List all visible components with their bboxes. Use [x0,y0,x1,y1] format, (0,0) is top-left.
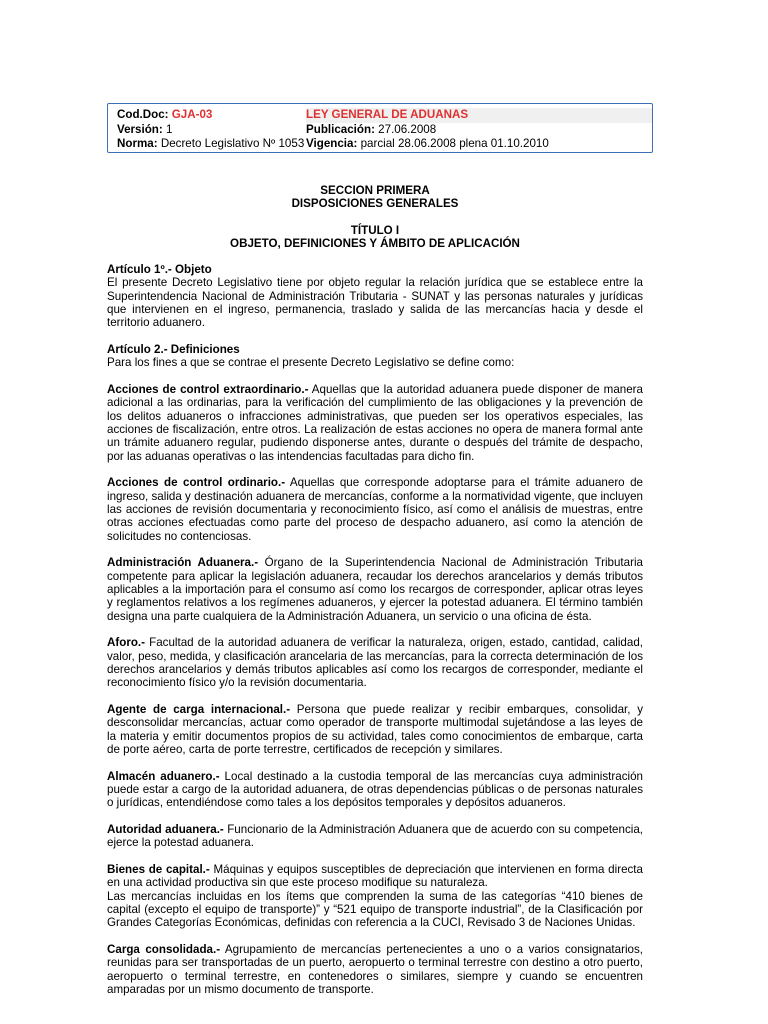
definition-term: Bienes de capital.- [107,863,210,877]
definition-item [107,383,643,463]
definition-text: Funcionario de la Administración Aduanera que de acuerdo con su competencia, ejerce la potestad aduanera. [107,823,643,850]
version-value: 1 [165,122,173,136]
definition-term: Acciones de control ordinario.- [107,476,286,490]
definition-item [107,863,643,929]
definition-term: Administración Aduanera.- [107,556,259,570]
definition-item [107,770,643,810]
law-title: LEY GENERAL DE ADUANAS [306,108,469,121]
section-heading [107,184,643,211]
section-line-2: DISPOSICIONES GENERALES [291,197,459,211]
definition-text: Órgano de la Superintendencia Nacional de Administración Tributaria competente para aplicar la legislación aduanera, recaudar los derechos arancelarios y demás tributos aplicables a la importación para el consumo así como los recargos de corresponder, aplicar otras leyes y reglamentos relativos a los regímenes aduaneros, y ejercer la potestad aduanera. El término también designa una parte cualquiera de la Administración Aduanera, un servicio o una oficina de ésta. [107,556,643,623]
article-2 [107,343,643,370]
definition-term: Agente de carga internacional.- [107,703,291,717]
document-body [107,263,643,1010]
definition-term: Acciones de control extraordinario.- [107,383,309,397]
definition-extra: Las mercancías incluidas en los ítems que comprenden la suma de las categorías “410 bienes de capital (excepto el equipo de transporte)” y “521 equipo de transporte industrial”, de la Clasificación por Grandes Categorías Económicas, definidas con referencia a la CUCI, Revisado 3 de Naciones Unidas. [107,889,643,930]
definition-text: Aquellas que la autoridad aduanera puede disponer de manera adicional a las ordinarias, para la verificación del cumplimiento de las obligaciones y la prevención de los delitos aduaneros o infracciones administrativas, que pueden ser los operativos especiales, las acciones de fiscalización, entre otros. La realización de estas acciones no opera de manera formal ante un trámite aduanero regular, pudiendo disponerse antes, durante o después del trámite de despacho, por las aduanas operativas o las intendencias facultadas para dicho fin. [107,383,643,463]
version-label: Versión: [117,122,163,136]
definition-item [107,823,643,850]
article-1-heading: Artículo 1º.- Objeto [107,263,212,276]
vigencia-value: parcial 28.06.2008 plena 01.10.2010 [360,137,549,150]
publicacion-label: Publicación: [306,122,375,136]
definition-text: Máquinas y equipos susceptibles de depreciación que intervienen en forma directa en una actividad productiva sin que este proceso modifique su naturaleza. [107,863,643,890]
article-2-text: Para los fines a que se contrae el presente Decreto Legislativo se define como: [107,356,515,370]
article-2-heading: Artículo 2.- Definiciones [107,342,240,356]
definitions-list [107,383,643,996]
definition-text: Local destinado a la custodia temporal de las mercancías cuya administración puede estar a cargo de la autoridad aduanera, de otras dependencias públicas o de personas naturales o jurídicas, entendiéndose como tales a los depósitos temporales y depósitos aduaneros. [107,769,643,810]
article-1-text: El presente Decreto Legislativo tiene por objeto regular la relación jurídica que se establece entre la Superintendencia Nacional de Administración Tributaria - SUNAT y las personas naturales y jurídicas que intervienen en el ingreso, permanencia, traslado y salida de las mercancías hacia y desde el territorio aduanero. [107,276,643,330]
header-row-2 [117,123,652,138]
definition-item [107,703,643,756]
definition-text: Persona que puede realizar y recibir embarques, consolidar, y desconsolidar mercancías, actuar como operador de transporte multimodal sujetándose a las leyes de la materia y emitir documentos propios de su actividad, tales como conocimientos de embarque, carta de porte aéreo, carta de porte terrestre, certificados de recepción y similares. [107,703,643,756]
norma-label: Norma: [117,137,158,150]
titulo-line-1: TÍTULO I [350,224,400,237]
norma-value: Decreto Legislativo Nº 1053 [160,137,305,150]
document-header-box [107,103,653,153]
definition-text: Facultad de la autoridad aduanera de verificar la naturaleza, origen, estado, cantidad, calidad, valor, peso, medida, y clasificación arancelaria de las mercancías, para la correcta determinación de los derechos arancelarios y demás tributos aplicables así como los recargos de corresponder, mediante el reconocimiento físico y/o la revisión documentaria. [107,636,643,690]
definition-item [107,556,643,622]
definition-term: Autoridad aduanera.- [107,823,224,837]
cod-doc-label: Cod.Doc: [117,108,169,121]
definition-item [107,476,643,542]
section-line-1: SECCION PRIMERA [320,184,430,197]
article-1 [107,263,643,329]
titulo-heading [107,224,643,251]
definition-item [107,636,643,689]
header-row-3 [117,137,652,152]
publicacion-value: 27.06.2008 [378,122,437,136]
definition-term: Carga consolidada.- [107,943,221,957]
header-row-1 [117,108,652,123]
definition-term: Aforo.- [107,636,145,650]
definition-item [107,943,643,996]
vigencia-label: Vigencia: [306,137,358,150]
cod-doc-value: GJA-03 [171,108,213,121]
definition-term: Almacén aduanero.- [107,769,220,783]
definition-text: Agrupamiento de mercancías pertenecientes a uno o a varios consignatarios, reunidas para ser transportadas de un puerto, aeropuerto o terminal terrestre con destino a otro puerto, aeropuerto o terminal terrestre, en contenedores o similares, siempre y cuando se encuentren amparadas por un mismo documento de transporte. [107,943,643,997]
definition-text: Aquellas que corresponde adoptarse para el trámite aduanero de ingreso, salida y destinación aduanera de mercancías, conforme a la normatividad vigente, que incluyen las acciones de revisión documentaria y reconocimiento físico, así como el análisis de muestras, entre otras acciones efectuadas como parte del proceso de despacho aduanero, así como la atención de solicitudes no contenciosas. [107,476,643,543]
titulo-line-2: OBJETO, DEFINICIONES Y ÁMBITO DE APLICACIÓN [230,237,520,251]
